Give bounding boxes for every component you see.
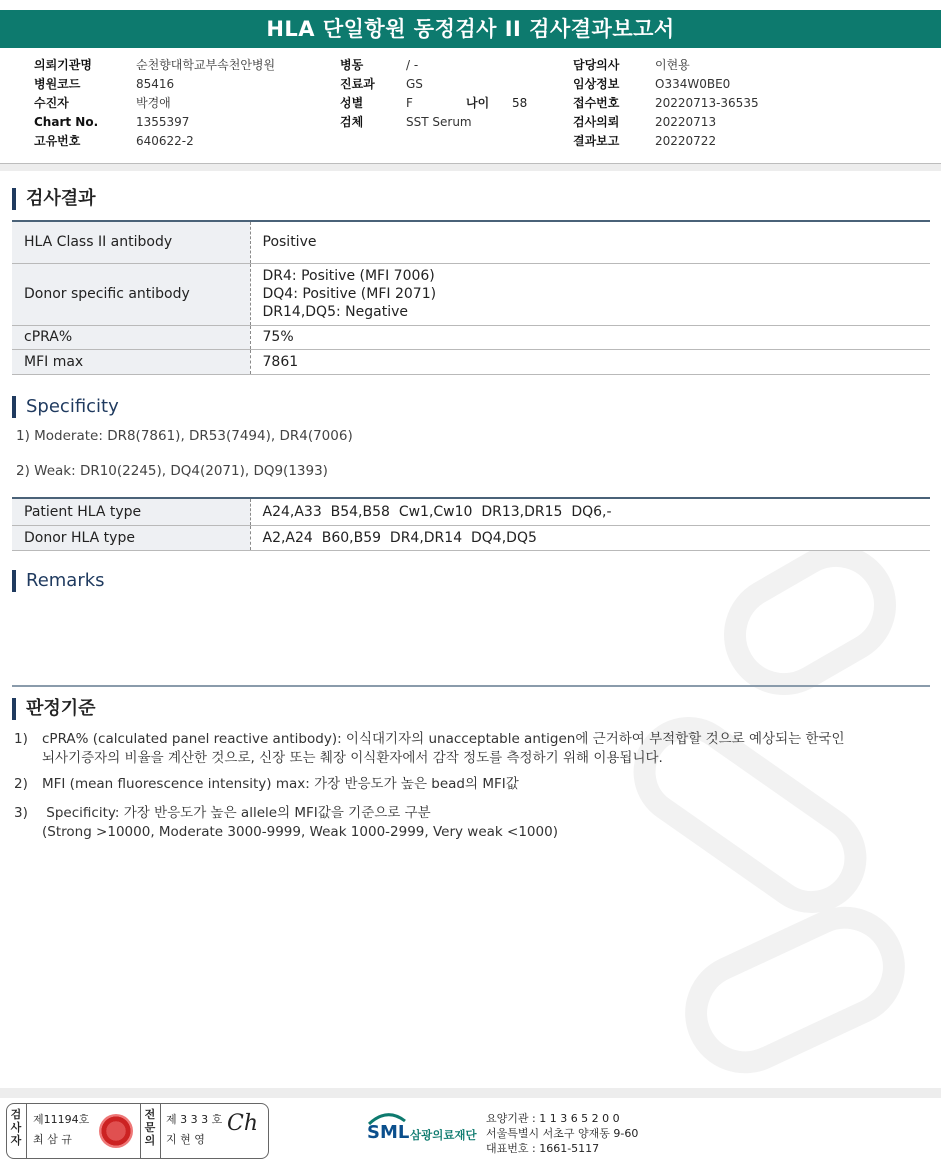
address-line: 요양기관 : 1 1 3 6 5 2 0 0 [486,1112,620,1125]
divider [26,1104,27,1158]
org-address [486,1111,638,1156]
criteria-item [14,775,519,794]
sex-label: 성별 [340,96,364,110]
info-value: 순천향대학교부속천안병원 [136,58,276,72]
info-label: 검사의뢰 [573,115,620,129]
specialist-name: 지 현 영 [166,1133,205,1146]
table-row [12,498,930,525]
dept-label: 진료과 [340,77,375,91]
info-label: 병원코드 [34,77,81,91]
address-line: 서울특별시 서초구 양재동 9-60 [486,1127,639,1140]
table-row [12,221,930,263]
criteria-number: 3) [14,805,28,821]
info-label: 결과보고 [573,134,620,148]
criteria-text: (Strong >10000, Moderate 3000-9999, Weak 1000-2999, Very weak <1000) [42,824,558,840]
criteria-text: Specificity: 가장 반응도가 높은 allele의 MFI값을 기준으로 구분 [42,805,431,821]
result-value: Positive [250,221,930,263]
hla-value: A24,A33 B54,B58 Cw1,Cw10 DR13,DR15 DQ6,- [250,498,930,525]
results-heading: 검사결과 [12,188,96,210]
info-label: 수진자 [34,96,69,110]
info-label: 고유번호 [34,134,81,148]
info-column-3 [573,56,759,151]
label-char: 자 [10,1134,22,1147]
info-value: 박경애 [136,96,171,110]
info-column-2 [340,56,527,132]
divider [160,1104,161,1158]
age-label: 나이 [466,96,490,110]
specimen-value: SST Serum [406,115,472,129]
label-char: 문 [144,1121,156,1134]
result-key: HLA Class II antibody [12,221,250,263]
specialist-label [143,1108,157,1147]
criteria-number: 2) [14,776,28,792]
info-label: 담당의사 [573,58,620,72]
hla-type-table [12,497,930,551]
sex-value: F [406,96,413,110]
dsa-line: DR14,DQ5: Negative [262,304,408,320]
specificity-weak: 2) Weak: DR10(2245), DQ4(2071), DQ9(1393) [16,463,328,479]
result-key: MFI max [12,349,250,374]
header-divider [0,163,941,171]
info-value: 1355397 [136,115,190,129]
sml-logo: SML [367,1122,410,1143]
table-row [12,525,930,550]
specificity-moderate: 1) Moderate: DR8(7861), DR53(7494), DR4(7006) [16,428,353,444]
divider [140,1104,141,1158]
address-line: 대표번호 : 1661-5117 [486,1142,600,1155]
signature-box [6,1103,269,1159]
watermark-shape [665,887,924,1093]
info-value: O334W0BE0 [655,77,731,91]
ward-label: 병동 [340,58,364,72]
info-label: 임상정보 [573,77,620,91]
info-value: 85416 [136,77,175,91]
hla-value: A2,A24 B60,B59 DR4,DR14 DQ4,DQ5 [250,525,930,550]
signature-icon: Ch [227,1111,259,1136]
seal-stamp [99,1114,133,1148]
criteria-number: 1) [14,731,28,747]
results-table [12,220,930,375]
info-label: 접수번호 [573,96,620,110]
org-name: 삼광의료재단 [410,1128,477,1142]
dept-value: GS [406,77,423,91]
info-label: Chart No. [34,115,99,129]
specimen-label: 검체 [340,115,364,129]
result-value [250,263,930,325]
dsa-line: DQ4: Positive (MFI 2071) [262,286,437,302]
examiner-label [9,1108,23,1147]
criteria-text: MFI (mean fluorescence intensity) max: 가장 반응도가 높은 bead의 MFI값 [42,776,519,792]
label-char: 의 [144,1134,156,1147]
hla-key: Patient HLA type [12,498,250,525]
label-char: 전 [144,1108,156,1121]
examiner-name: 최 삼 규 [33,1133,72,1146]
result-key: Donor specific antibody [12,263,250,325]
watermark-shape [702,523,918,717]
hla-key: Donor HLA type [12,525,250,550]
table-row [12,325,930,349]
section-divider [12,685,930,687]
info-value: 20220722 [655,134,717,148]
report-title: HLA 단일항원 동정검사 II 검사결과보고서 [0,10,941,48]
criteria-heading: 판정기준 [12,698,96,720]
table-row [12,263,930,325]
criteria-item [14,804,558,842]
age-value: 58 [512,96,528,110]
label-char: 사 [10,1121,22,1134]
specificity-heading: Specificity [12,396,119,418]
info-value: 20220713-36535 [655,96,759,110]
info-label: 의뢰기관명 [34,58,92,72]
info-value: 이현용 [655,58,690,72]
info-column-1 [34,56,275,151]
info-value: 20220713 [655,115,717,129]
info-value: 640622-2 [136,134,194,148]
table-row [12,349,930,374]
criteria-text: cPRA% (calculated panel reactive antibody): 이식대기자의 unacceptable antigen에 근거하여 부적합할 것으로 예상되는 한국인 [42,731,845,747]
dsa-line: DR4: Positive (MFI 7006) [262,268,435,284]
label-char: 검 [10,1108,22,1121]
criteria-text: 뇌사기증자의 비율을 계산한 것으로, 신장 또는 췌장 이식환자에서 감작 정도를 측정하기 위해 이용됩니다. [42,750,663,766]
ward-value: / - [406,58,419,72]
result-value: 7861 [250,349,930,374]
result-key: cPRA% [12,325,250,349]
criteria-item [14,730,845,768]
examiner-number: 제11194호 [33,1113,90,1126]
footer-band [0,1088,941,1098]
result-value: 75% [250,325,930,349]
remarks-heading: Remarks [12,570,105,592]
specialist-number: 제 3 3 3 호 [166,1113,223,1126]
